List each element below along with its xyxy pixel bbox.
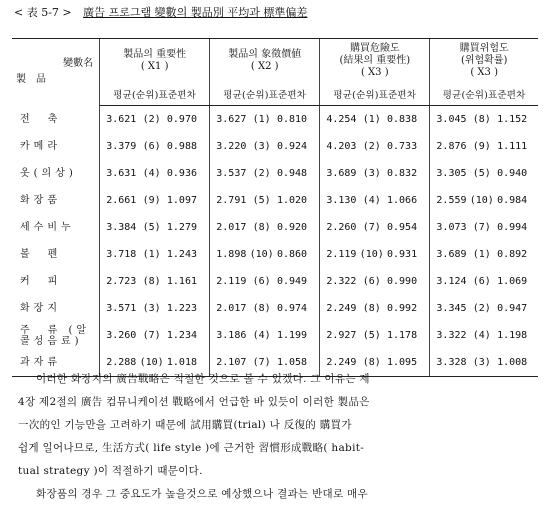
header-x3b-code: ( X3 ) xyxy=(470,67,498,78)
sd-cell: 0.948 xyxy=(276,168,308,179)
mean-cell: 2.661 xyxy=(100,187,137,214)
mean-cell: 3.260 xyxy=(100,322,137,349)
rank-cell: (7) xyxy=(142,330,161,341)
sd-cell: 0.892 xyxy=(497,249,528,260)
header-x3b xyxy=(430,39,538,84)
sd-cell: 1.058 xyxy=(277,349,320,377)
row-label: 화장품 xyxy=(20,195,61,206)
sd-cell: 0.733 xyxy=(387,141,418,152)
rank-cell: (5) xyxy=(142,222,161,233)
sd-cell: 1.178 xyxy=(387,330,418,341)
rank-cell: (6) xyxy=(142,141,161,152)
sd-cell: 1.069 xyxy=(497,276,528,287)
rank-cell: (2) xyxy=(472,303,491,314)
mean-cell: 3.305 xyxy=(430,160,467,187)
table-caption xyxy=(14,4,307,20)
mean-cell: 2.876 xyxy=(430,133,467,160)
rank-cell: (8) xyxy=(142,276,161,287)
rank-cell: (7) xyxy=(362,222,381,233)
rank-cell: (6) xyxy=(472,276,491,287)
rank-cell: (1) xyxy=(252,114,271,125)
mean-cell: 2.791 xyxy=(210,187,247,214)
sd-cell: 1.223 xyxy=(166,303,197,314)
mean-cell: 2.288 xyxy=(100,349,137,377)
row-label: 옷(의상) xyxy=(20,168,77,179)
rank-cell: (5) xyxy=(362,330,381,341)
table-row xyxy=(12,322,538,349)
sd-cell: 0.810 xyxy=(276,114,308,125)
sd-cell: 0.949 xyxy=(276,276,308,287)
row-label: 커 피 xyxy=(20,276,62,287)
mean-cell: 3.328 xyxy=(430,349,467,377)
sd-cell: 0.838 xyxy=(387,114,418,125)
mean-cell: 3.220 xyxy=(210,133,247,160)
mean-cell: 3.718 xyxy=(100,241,137,268)
rank-cell: (5) xyxy=(472,168,491,179)
sd-cell: 0.974 xyxy=(276,303,308,314)
mean-cell: 2.017 xyxy=(210,214,247,241)
rank-cell: (8) xyxy=(356,349,387,377)
mean-cell: 2.119 xyxy=(320,241,357,268)
mean-cell: 1.898 xyxy=(210,241,247,268)
rank-cell: (10) xyxy=(249,249,274,260)
rank-cell: (4) xyxy=(362,195,381,206)
rank-cell: (1) xyxy=(362,114,381,125)
row-label: 볼 펜 xyxy=(20,249,62,260)
header-x2 xyxy=(210,39,320,84)
sd-cell: 0.920 xyxy=(276,222,308,233)
sd-cell: 1.161 xyxy=(166,276,197,287)
header-x3a-subtitle: (結果의 重要性) xyxy=(339,55,411,66)
mean-cell: 2.107 xyxy=(210,349,247,377)
mean-cell: 3.379 xyxy=(100,133,137,160)
header-x3a-code: ( X3 ) xyxy=(360,67,389,78)
rank-cell: (3) xyxy=(362,168,381,179)
product-label: 製 品 xyxy=(16,74,46,86)
rank-cell: (9) xyxy=(142,195,161,206)
body-line: 一次的인 기능만을 고려하기 때문에 試用購買(trial) 나 反復的 購買가 xyxy=(18,419,352,431)
rank-cell: (6) xyxy=(362,276,381,287)
sd-cell: 0.940 xyxy=(497,168,528,179)
sd-cell: 0.936 xyxy=(166,168,197,179)
rank-cell: (10) xyxy=(469,195,494,206)
mean-cell: 3.631 xyxy=(100,160,137,187)
mean-cell: 3.073 xyxy=(430,214,467,241)
sd-cell: 0.954 xyxy=(387,222,418,233)
row-label: 주 류 (알콜성음료) xyxy=(20,324,91,347)
mean-cell: 2.249 xyxy=(320,349,357,377)
sd-cell: 1.018 xyxy=(167,349,210,377)
mean-cell: 2.927 xyxy=(320,322,357,349)
mean-cell: 2.249 xyxy=(320,295,357,322)
row-label: 화장지 xyxy=(20,303,61,314)
rank-cell: (5) xyxy=(252,195,271,206)
sd-cell: 1.234 xyxy=(166,330,197,341)
table-row xyxy=(12,268,538,295)
sd-cell: 1.111 xyxy=(497,141,528,152)
rank-cell: (8) xyxy=(362,303,381,314)
mean-cell: 3.571 xyxy=(100,295,137,322)
sd-cell: 1.152 xyxy=(497,114,528,125)
sd-cell: 0.947 xyxy=(497,303,528,314)
sd-cell: 0.970 xyxy=(166,114,197,125)
sd-cell: 1.198 xyxy=(497,330,528,341)
mean-cell: 3.689 xyxy=(320,160,357,187)
table-row xyxy=(12,187,538,214)
sd-cell: 1.097 xyxy=(166,195,197,206)
rank-cell: (4) xyxy=(472,330,491,341)
rank-cell: (2) xyxy=(362,141,381,152)
mean-cell: 2.260 xyxy=(320,214,357,241)
body-text xyxy=(18,368,532,506)
sd-cell: 0.990 xyxy=(387,276,418,287)
sd-cell: 1.279 xyxy=(166,222,197,233)
mean-cell: 3.045 xyxy=(430,106,467,134)
row-label: 세수비누 xyxy=(20,222,75,233)
mean-cell: 3.689 xyxy=(430,241,467,268)
rank-cell: (10) xyxy=(136,349,167,377)
subheader-x1: 평균(순위)표준편차 xyxy=(100,83,210,106)
body-line: 화장품의 경우 그 중요도가 높을것으로 예상했으나 결과는 반대로 매우 xyxy=(36,488,368,500)
subheader-x3b: 평균(순위)표준편차 xyxy=(430,83,538,106)
table-number: < 表 5-7 > xyxy=(14,6,72,19)
table-row xyxy=(12,295,538,322)
rank-cell: (1) xyxy=(472,249,491,260)
mean-cell: 3.537 xyxy=(210,160,247,187)
header-x2-code: ( X2 ) xyxy=(250,61,279,72)
table-title: 廣告 프로그램 變數의 製品別 平均과 標準偏差 xyxy=(83,6,308,19)
mean-cell: 4.203 xyxy=(320,133,357,160)
sd-cell: 0.931 xyxy=(387,249,418,260)
mean-cell: 3.345 xyxy=(430,295,467,322)
sd-cell: 1.095 xyxy=(387,349,430,377)
header-x1-code: ( X1 ) xyxy=(140,61,169,72)
mean-cell: 2.723 xyxy=(100,268,137,295)
rank-cell: (3) xyxy=(467,349,498,377)
body-line: 4장 제2절의 廣告 컴뮤니케이션 戰略에서 언급한 바 있듯이 이러한 製品은 xyxy=(18,396,370,408)
sd-cell: 0.994 xyxy=(497,222,528,233)
body-line: 이러한 화장지의 廣告戰略은 적절한 것으로 볼 수 있겠다. 그 이유는 제 xyxy=(36,373,370,385)
rank-cell: (3) xyxy=(252,141,271,152)
mean-cell: 4.254 xyxy=(320,106,357,134)
row-label: 카메라 xyxy=(20,141,61,152)
mean-cell: 3.186 xyxy=(210,322,247,349)
mean-cell: 3.322 xyxy=(430,322,467,349)
table-row xyxy=(12,160,538,187)
statistics-table xyxy=(12,38,538,377)
mean-cell: 3.621 xyxy=(100,106,137,134)
rank-cell: (8) xyxy=(252,303,271,314)
mean-cell: 2.119 xyxy=(210,268,247,295)
header-x2-title: 製品의 象徵價値 xyxy=(228,49,302,60)
header-x3b-title: 購買위험도 xyxy=(459,43,509,54)
sd-cell: 0.992 xyxy=(387,303,418,314)
table-row xyxy=(12,241,538,268)
rank-cell: (1) xyxy=(142,249,161,260)
sd-cell: 1.066 xyxy=(387,195,418,206)
subheader-x3a: 평균(순위)표준편차 xyxy=(320,83,430,106)
rank-cell: (8) xyxy=(252,222,271,233)
header-x3b-subtitle: (위험확률) xyxy=(460,55,508,66)
sd-cell: 0.924 xyxy=(276,141,308,152)
mean-cell: 3.627 xyxy=(210,106,247,134)
header-x3a-title: 購買危險도 xyxy=(349,43,400,54)
sd-cell: 1.199 xyxy=(276,330,308,341)
variable-name-label: 變數名 xyxy=(63,58,94,70)
rank-cell: (2) xyxy=(252,168,271,179)
row-label: 과자류 xyxy=(12,349,100,377)
rank-cell: (10) xyxy=(359,249,384,260)
corner-header xyxy=(12,39,100,106)
mean-cell: 3.130 xyxy=(320,187,357,214)
mean-cell: 2.559 xyxy=(430,187,467,214)
rank-cell: (2) xyxy=(142,114,161,125)
sd-cell: 1.020 xyxy=(276,195,308,206)
mean-cell: 3.384 xyxy=(100,214,137,241)
sd-cell: 0.988 xyxy=(166,141,197,152)
rank-cell: (9) xyxy=(472,141,491,152)
sd-cell: 0.984 xyxy=(497,195,528,206)
table-row xyxy=(12,106,538,134)
mean-cell: 3.124 xyxy=(430,268,467,295)
body-line: 쉽게 일어나므로, 生活方式( life style )에 근거한 習慣形成戰略( habit- xyxy=(18,442,365,454)
sd-cell: 0.832 xyxy=(387,168,418,179)
rank-cell: (6) xyxy=(252,276,271,287)
table-row xyxy=(12,133,538,160)
header-x1-title: 製品의 重要性 xyxy=(123,49,187,60)
sd-cell: 1.243 xyxy=(166,249,197,260)
sd-cell: 1.008 xyxy=(497,349,538,377)
body-line: tual strategy )이 적절하기 때문이다. xyxy=(18,465,203,477)
rank-cell: (4) xyxy=(252,330,271,341)
row-label: 전 축 xyxy=(20,113,62,125)
mean-cell: 2.017 xyxy=(210,295,247,322)
table-row xyxy=(12,214,538,241)
rank-cell: (7) xyxy=(246,349,277,377)
header-x1 xyxy=(100,39,210,84)
rank-cell: (8) xyxy=(472,114,491,125)
sd-cell: 0.860 xyxy=(276,249,308,260)
mean-cell: 2.322 xyxy=(320,268,357,295)
rank-cell: (3) xyxy=(142,303,161,314)
subheader-x2: 평균(순위)표준편차 xyxy=(210,83,320,106)
header-x3a xyxy=(320,39,430,84)
rank-cell: (7) xyxy=(472,222,491,233)
rank-cell: (4) xyxy=(142,168,161,179)
